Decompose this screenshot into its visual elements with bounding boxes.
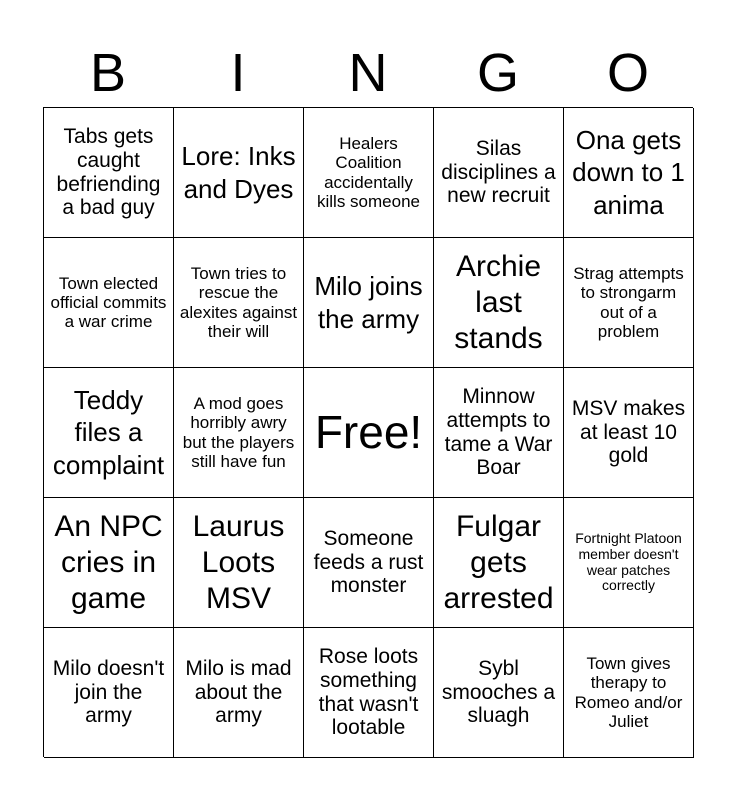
bingo-cell-r4c4[interactable]: Fulgar gets arrested bbox=[434, 498, 564, 628]
header-letter-n: N bbox=[348, 43, 388, 103]
header-letter-o: O bbox=[606, 43, 649, 103]
bingo-cell-r5c3[interactable]: Rose loots something that wasn't lootable bbox=[304, 628, 434, 758]
bingo-cell-r5c5[interactable]: Town gives therapy to Romeo and/or Juliet bbox=[564, 628, 694, 758]
bingo-cell-r5c4[interactable]: Sybl smooches a sluagh bbox=[434, 628, 564, 758]
header-letter-i: I bbox=[230, 43, 246, 103]
bingo-cell-r4c1[interactable]: An NPC cries in game bbox=[44, 498, 174, 628]
bingo-cell-r2c5[interactable]: Strag attempts to strongarm out of a problem bbox=[564, 238, 694, 368]
bingo-cell-r1c5[interactable]: Ona gets down to 1 anima bbox=[564, 108, 694, 238]
bingo-cell-r1c3[interactable]: Healers Coalition accidentally kills someone bbox=[304, 108, 434, 238]
header-letter-g: G bbox=[476, 43, 519, 103]
bingo-cell-r2c4[interactable]: Archie last stands bbox=[434, 238, 564, 368]
bingo-cell-r5c2[interactable]: Milo is mad about the army bbox=[174, 628, 304, 758]
free-space-cell[interactable]: Free! bbox=[304, 368, 434, 498]
bingo-cell-r3c5[interactable]: MSV makes at least 10 gold bbox=[564, 368, 694, 498]
bingo-cell-r2c2[interactable]: Town tries to rescue the alexites against their will bbox=[174, 238, 304, 368]
bingo-board bbox=[43, 107, 693, 757]
bingo-cell-r2c1[interactable]: Town elected official commits a war crime bbox=[44, 238, 174, 368]
bingo-cell-r3c1[interactable]: Teddy files a complaint bbox=[44, 368, 174, 498]
bingo-cell-r4c5[interactable]: Fortnight Platoon member doesn't wear patches correctly bbox=[564, 498, 694, 628]
bingo-cell-r1c1[interactable]: Tabs gets caught befriending a bad guy bbox=[44, 108, 174, 238]
bingo-cell-r1c2[interactable]: Lore: Inks and Dyes bbox=[174, 108, 304, 238]
bingo-cell-r1c4[interactable]: Silas disciplines a new recruit bbox=[434, 108, 564, 238]
bingo-cell-r5c1[interactable]: Milo doesn't join the army bbox=[44, 628, 174, 758]
header-letter-b: B bbox=[89, 43, 127, 103]
bingo-cell-r3c4[interactable]: Minnow attempts to tame a War Boar bbox=[434, 368, 564, 498]
bingo-cell-r2c3[interactable]: Milo joins the army bbox=[304, 238, 434, 368]
bingo-cell-r3c2[interactable]: A mod goes horribly awry but the players still have fun bbox=[174, 368, 304, 498]
bingo-cell-r4c2[interactable]: Laurus Loots MSV bbox=[174, 498, 304, 628]
bingo-header bbox=[43, 40, 693, 106]
bingo-cell-r4c3[interactable]: Someone feeds a rust monster bbox=[304, 498, 434, 628]
